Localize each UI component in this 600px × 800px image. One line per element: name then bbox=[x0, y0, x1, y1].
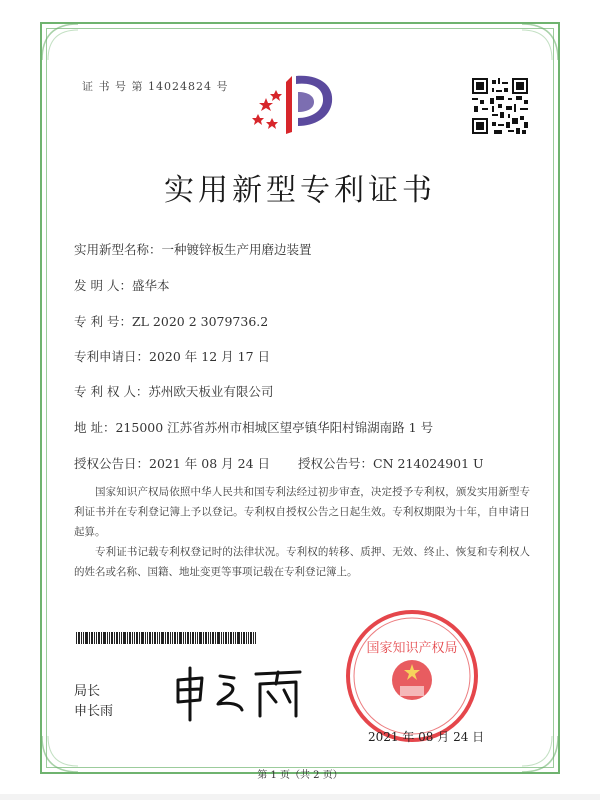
grant-no-value: CN 214024901 U bbox=[373, 456, 484, 471]
grant-date-value: 2021 年 08 月 24 日 bbox=[149, 456, 271, 471]
field-utility-name bbox=[74, 240, 312, 258]
patent-no-label: 专 利 号： bbox=[74, 314, 132, 329]
director-title: 局长 bbox=[74, 684, 101, 699]
grant-statement-paragraph: 国家知识产权局依照中华人民共和国专利法经过初步审查，决定授予专利权，颁发实用新型专利证书并在专利登记簿上予以登记。专利权自授权公告之日起生效。专利权期限为十年，自申请日起算。 bbox=[74, 486, 530, 538]
address-label: 地 址： bbox=[74, 420, 116, 435]
bottom-strip bbox=[0, 794, 600, 800]
field-patent-no bbox=[74, 312, 268, 330]
certificate-title: 实用新型专利证书 bbox=[164, 173, 436, 208]
apply-date-label: 专利申请日： bbox=[74, 349, 150, 364]
field-grant-no bbox=[298, 454, 484, 472]
patentee-value: 苏州欧天板业有限公司 bbox=[148, 384, 274, 399]
grant-no-label: 授权公告号： bbox=[298, 456, 374, 471]
seal-text: 国家知识产权局 bbox=[366, 641, 458, 656]
legal-status-paragraph: 专利证书记载专利权登记时的法律状况。专利权的转移、质押、无效、终止、恢复和专利权人的姓名或名称、国籍、地址变更等事项记载在专利登记簿上。 bbox=[74, 546, 530, 578]
cnipa-logo-icon bbox=[248, 68, 348, 140]
field-patentee bbox=[74, 382, 273, 400]
field-apply-date bbox=[74, 347, 270, 365]
corner-ornament-top-left bbox=[40, 22, 80, 62]
field-address bbox=[74, 418, 433, 436]
patentee-label: 专 利 权 人： bbox=[74, 384, 149, 399]
utility-name-label: 实用新型名称： bbox=[74, 242, 162, 257]
field-grant-date bbox=[74, 454, 270, 472]
qr-code-icon bbox=[472, 78, 528, 134]
utility-name-value: 一种镀锌板生产用磨边装置 bbox=[161, 242, 312, 257]
corner-ornament-top-right bbox=[520, 22, 560, 62]
seal-date: 2021 年 08 月 24 日 bbox=[368, 730, 485, 744]
certificate-number: 证 书 号 第 14024824 号 bbox=[82, 80, 229, 93]
barcode-icon bbox=[76, 632, 256, 644]
inventor-label: 发 明 人： bbox=[74, 278, 132, 293]
page-number: 第 1 页（共 2 页） bbox=[257, 770, 343, 781]
address-value: 215000 江苏省苏州市相城区望亭镇华阳村锦湖南路 1 号 bbox=[115, 420, 434, 435]
official-seal bbox=[344, 608, 480, 744]
apply-date-value: 2020 年 12 月 17 日 bbox=[149, 349, 271, 364]
patent-no-value: ZL 2020 2 3079736.2 bbox=[131, 314, 269, 329]
grant-date-label: 授权公告日： bbox=[74, 456, 150, 471]
director-name: 申长雨 bbox=[74, 704, 114, 719]
field-inventor bbox=[74, 276, 169, 294]
inventor-value: 盛华本 bbox=[131, 278, 170, 293]
director-signature bbox=[168, 662, 318, 724]
